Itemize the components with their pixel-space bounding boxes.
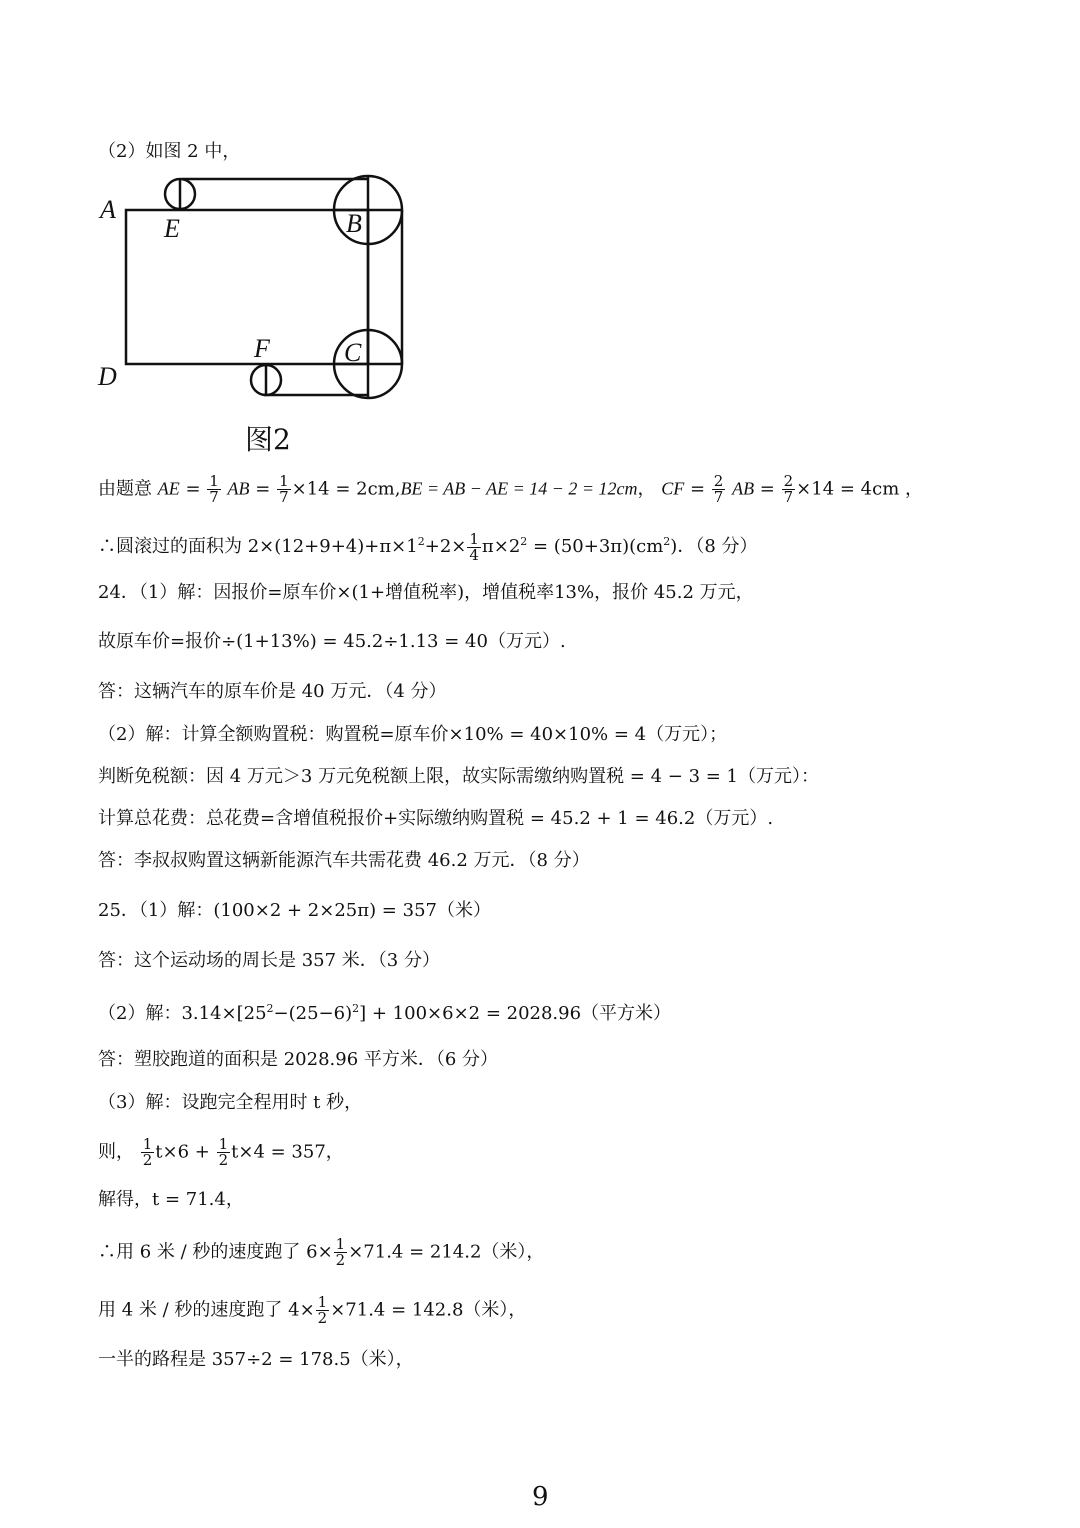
figure-2: [90, 165, 420, 410]
label-a: A: [100, 195, 116, 224]
q24-answer1: 答：这辆汽车的原车价是 40 万元．（4 分）: [98, 681, 447, 702]
q25-line1: 25．（1）解：(100×2 + 2×25π) = 357（米）: [98, 900, 491, 921]
q24-line5: 判断免税额：因 4 万元＞3 万元免税额上限，故实际需缴纳购置税 = 4 − 3 = 1（万元）：: [98, 766, 819, 787]
label-b: B: [346, 209, 362, 238]
q23-line2: ∴圆滚过的面积为 $2\times(12+9+4)+\pi\times 1^2+2\times$ $\frac{1}{4}$ $\pi\times 2^2 = (50+3\pi)(cm^2)$．（8 分）: [98, 529, 758, 564]
label-d: D: [98, 362, 117, 391]
part2-intro: （2）如图 2 中，: [98, 141, 241, 162]
q24-line2: 故原车价=报价÷(1+13%) = 45.2÷1.13 = 40（万元）.: [98, 631, 566, 652]
q25-line5: （3）解：设跑完全程用时 t 秒，: [98, 1092, 363, 1113]
rectangle-abcd: [126, 210, 368, 364]
q24-line6: 计算总花费：总花费=含增值税报价+实际缴纳购置税 = 45.2 + 1 = 46.2（万元）.: [98, 808, 774, 829]
q23-line1: 由题意 AE = $\frac{1}{7}$ AB = $\frac{1}{7}$ ×14 = 2cm,BE = AB − AE = 14 − 2 = 12cm， CF = $\frac{2}{7}$ AB = $\frac{2}{7}$ ×14 = 4cm ，: [98, 472, 923, 506]
q25-answer2: 答：塑胶跑道的面积是 2028.96 平方米．（6 分）: [98, 1049, 499, 1070]
q25-line7: 解得，t = 71.4，: [98, 1189, 244, 1210]
figure-caption: 图2: [245, 423, 291, 456]
label-e: E: [164, 214, 180, 243]
label-f: F: [254, 334, 270, 363]
q25-line6: 则， $\frac{1}{2}$ t×6 + $\frac{1}{2}$ t×4 = 357，: [98, 1135, 344, 1169]
page-number: 9: [532, 1482, 549, 1512]
q25-line9: 用 4 米 / 秒的速度跑了 4× $\frac{1}{2}$ ×71.4 = 142.8（米），: [98, 1293, 527, 1327]
label-c: C: [344, 338, 362, 367]
q25-line8: ∴用 6 米 / 秒的速度跑了 6× $\frac{1}{2}$ ×71.4 = 214.2（米），: [98, 1235, 545, 1269]
q25-line10: 一半的路程是 357÷2 = 178.5（米），: [98, 1349, 414, 1370]
q25-answer1: 答：这个运动场的周长是 357 米．（3 分）: [98, 950, 440, 971]
q25-line3: （2）解：$3.14\times[25^2-(25-6)^2] + 100\times 6\times 2 = 2028.96$（平方米）: [98, 1002, 672, 1024]
q24-answer2: 答：李叔叔购置这辆新能源汽车共需花费 46.2 万元．（8 分）: [98, 850, 590, 871]
q24-line4: （2）解：计算全额购置税：购置税=原车价×10% = 40×10% = 4（万元）；: [98, 724, 728, 745]
q24-line1: 24．（1）解：因报价=原车价×(1+增值税率)，增值税率13%，报价 45.2 万元，: [98, 582, 754, 603]
